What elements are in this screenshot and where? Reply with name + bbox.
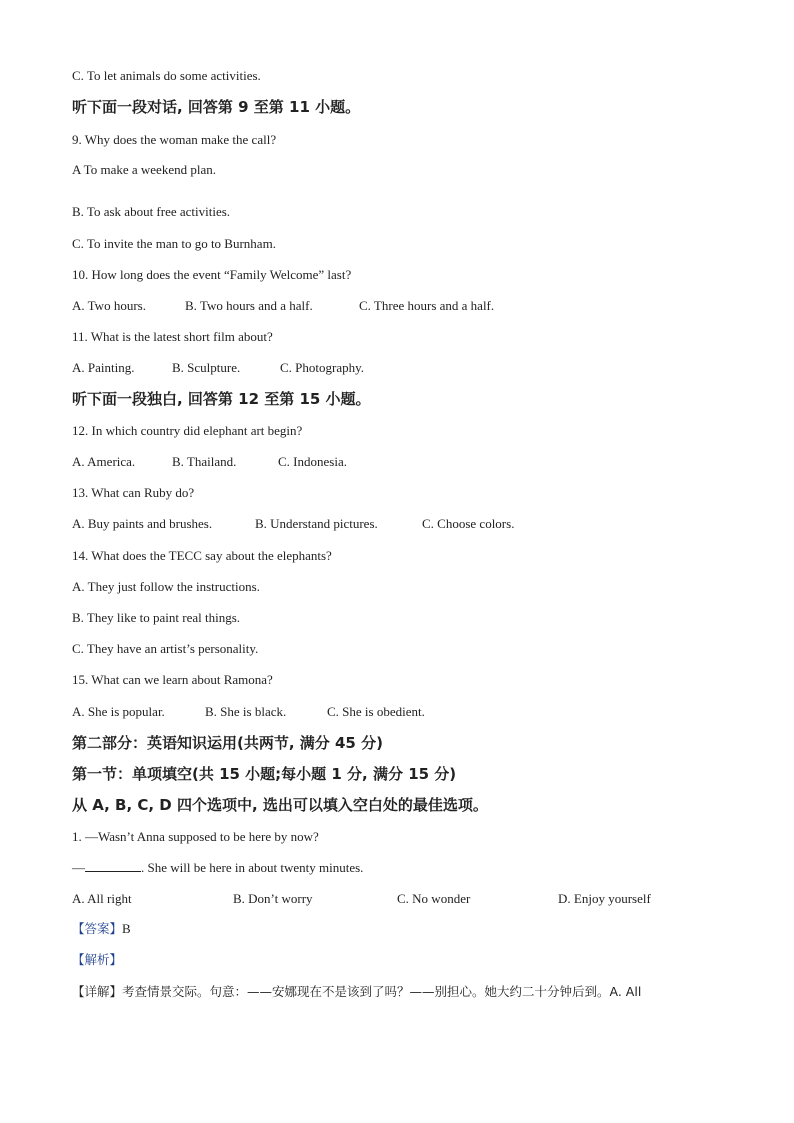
detail-text: 考查情景交际。句意：——安娜现在不是该到了吗？——别担心。她大约二十分钟后到。A. All <box>122 984 642 999</box>
question-14: 14. What does the TECC say about the elephants? <box>72 548 332 563</box>
answer-value: B <box>122 921 131 936</box>
question-13: 13. What can Ruby do? <box>72 485 195 500</box>
q9-option-c: C. To invite the man to go to Burnham. <box>72 236 276 251</box>
q12-option-c: C. Indonesia. <box>278 454 347 469</box>
q1-option-a: A. All right <box>72 891 132 906</box>
q1-option-d: D. Enjoy yourself <box>558 891 651 906</box>
q10-option-c: C. Three hours and a half. <box>359 298 495 313</box>
section-heading-monologue: 听下面一段独白, 回答第 12 至第 15 小题。 <box>72 390 371 408</box>
question-9: 9. Why does the woman make the call? <box>72 132 277 147</box>
explanation-line <box>72 952 122 968</box>
detail-line <box>72 984 641 1000</box>
question-10: 10. How long does the event “Family Welcome” last? <box>72 267 352 282</box>
section-heading-dialogue: 听下面一段对话, 回答第 9 至第 11 小题。 <box>72 98 361 116</box>
answer-line <box>72 921 131 937</box>
q8-option-c: C. To let animals do some activities. <box>72 68 261 83</box>
q12-option-b: B. Thailand. <box>172 454 237 469</box>
q15-option-c: C. She is obedient. <box>327 704 425 719</box>
q14-option-b: B. They like to paint real things. <box>72 610 241 625</box>
q9-option-a: A To make a weekend plan. <box>72 162 216 177</box>
section-one-heading: 第一节：单项填空(共 15 小题;每小题 1 分, 满分 15 分) <box>72 765 457 783</box>
q13-option-c: C. Choose colors. <box>422 516 515 531</box>
q10-option-a: A. Two hours. <box>72 298 146 313</box>
dash: — <box>72 860 85 875</box>
part-two-heading: 第二部分：英语知识运用(共两节, 满分 45 分) <box>72 734 383 752</box>
q11-option-c: C. Photography. <box>280 360 365 375</box>
explanation-label: 【解析】 <box>72 952 123 967</box>
instruction-heading: 从 A, B, C, D 四个选项中, 选出可以填入空白处的最佳选项。 <box>72 796 488 814</box>
q10-option-b: B. Two hours and a half. <box>185 298 313 313</box>
question-11: 11. What is the latest short film about? <box>72 329 273 344</box>
q1-option-b: B. Don’t worry <box>233 891 313 906</box>
answer-label: 【答案】 <box>72 921 123 936</box>
question-15: 15. What can we learn about Ramona? <box>72 672 273 687</box>
question-1: 1. —Wasn’t Anna supposed to be here by now? <box>72 829 319 844</box>
question-12: 12. In which country did elephant art begin? <box>72 423 303 438</box>
q13-option-b: B. Understand pictures. <box>255 516 378 531</box>
q9-option-b: B. To ask about free activities. <box>72 204 231 219</box>
q13-option-a: A. Buy paints and brushes. <box>72 516 213 531</box>
answer-blank <box>85 860 141 872</box>
question-1-response <box>72 860 363 876</box>
response-text: . She will be here in about twenty minutes. <box>141 860 364 875</box>
detail-label: 【详解】 <box>72 984 123 999</box>
q15-option-a: A. She is popular. <box>72 704 165 719</box>
q14-option-c: C. They have an artist’s personality. <box>72 641 259 656</box>
q11-option-b: B. Sculpture. <box>172 360 241 375</box>
q12-option-a: A. America. <box>72 454 136 469</box>
q14-option-a: A. They just follow the instructions. <box>72 579 260 594</box>
q15-option-b: B. She is black. <box>205 704 287 719</box>
q11-option-a: A. Painting. <box>72 360 135 375</box>
q1-option-c: C. No wonder <box>397 891 471 906</box>
